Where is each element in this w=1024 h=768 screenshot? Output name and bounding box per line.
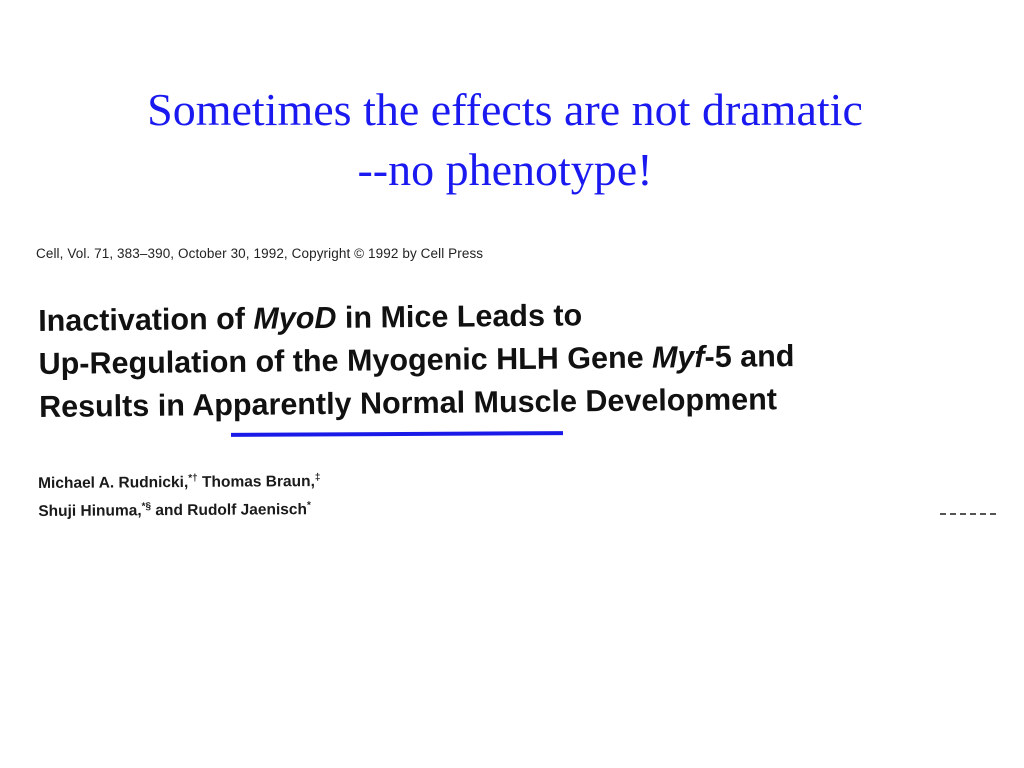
paper-title-text: Up-Regulation of the Myogenic HLH Gene (38, 340, 653, 381)
author-affiliation-marks: *§ (141, 501, 152, 513)
paper-title-text: and (731, 339, 795, 374)
paper-title-text: Results in (38, 388, 193, 424)
author-name: Thomas Braun, (197, 473, 315, 491)
authors-line-1 (38, 466, 321, 496)
paper-title-text: Muscle Development (464, 382, 778, 420)
highlight-underline (231, 431, 563, 437)
paper-authors (38, 466, 321, 524)
author-affiliation-marks: *† (188, 472, 198, 484)
author-name: Michael A. Rudnicki, (38, 473, 189, 492)
slide-title (0, 80, 1010, 200)
author-name: Shuji Hinuma, (38, 502, 142, 520)
author-name: and Rudolf Jaenisch (151, 501, 308, 520)
author-affiliation-marks: ‡ (314, 472, 321, 484)
gene-name-myf: Myf (651, 340, 705, 375)
gene-name-myod: MyoD (253, 300, 337, 336)
highlighted-phrase: Apparently Normal (192, 385, 466, 423)
paper-citation: Cell, Vol. 71, 383–390, October 30, 1992, Copyright © 1992 by Cell Press (36, 246, 484, 261)
paper-title-line-3 (39, 378, 795, 429)
gene-name-suffix: -5 (704, 339, 732, 375)
slide-title-line-2: --no phenotype! (357, 144, 653, 195)
paper-title (38, 292, 795, 429)
paper-title-text: in Mice Leads to (336, 298, 583, 335)
slide-title-line-1: Sometimes the effects are not dramatic (147, 84, 863, 135)
paper-title-text: Inactivation of (38, 301, 254, 338)
authors-line-2 (38, 494, 321, 524)
author-affiliation-marks: * (306, 500, 311, 512)
scan-edge-artifact (940, 510, 1010, 516)
